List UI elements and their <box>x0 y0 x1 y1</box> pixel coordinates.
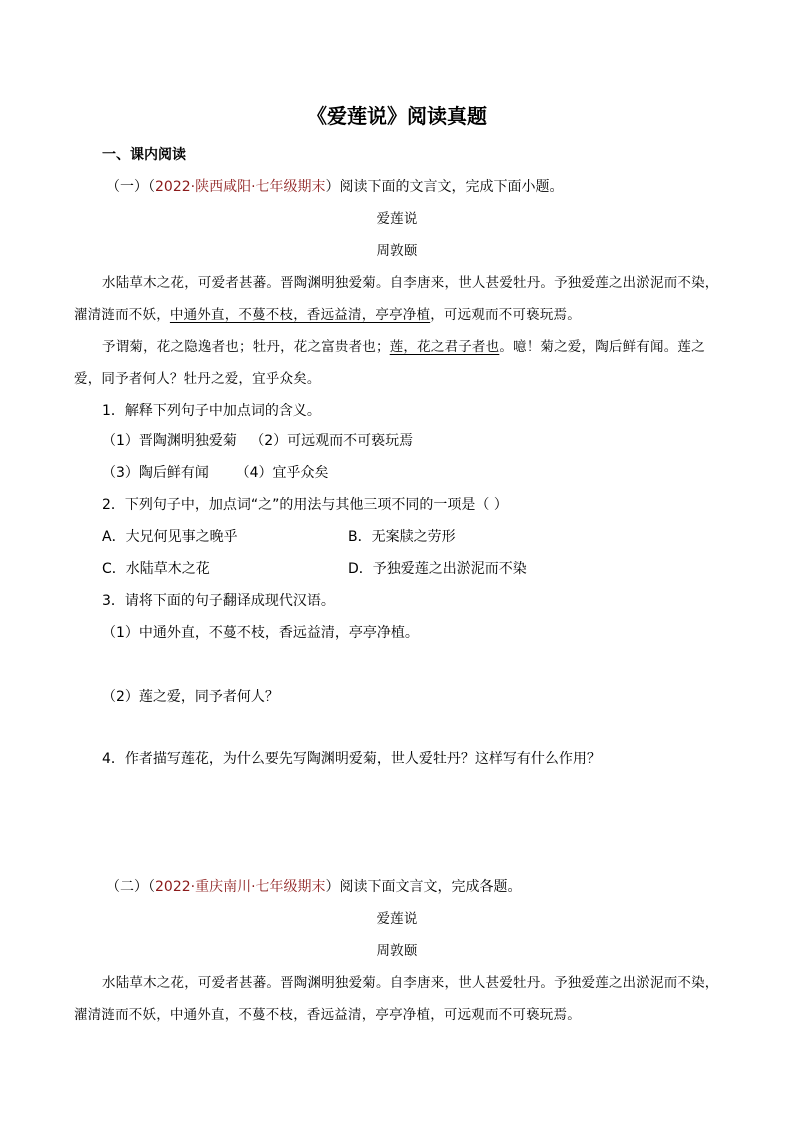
question-3-item-2: （2）莲之爱，同予者何人？ <box>102 689 279 705</box>
part1-prefix: （一）（ <box>106 179 155 195</box>
question-2-option-d: D．予独爱莲之出淤泥而不染 <box>348 561 527 577</box>
part1-para1-line2 <box>74 306 581 324</box>
part1-source-link[interactable]: 2022·陕西咸阳·七年级期末 <box>155 179 326 195</box>
question-2: 2．下列句子中，加点词“之”的用法与其他三项不同的一项是（ ） <box>102 497 508 513</box>
part1-para2-line1 <box>102 338 705 356</box>
question-2-option-c: C．水陆草木之花 <box>102 561 210 577</box>
part1-intro <box>106 178 564 196</box>
part1-underlined-phrase-2: 莲，花之君子者也 <box>389 339 500 355</box>
part1-para1-line2-b: ，可远观而不可亵玩焉。 <box>430 307 581 323</box>
question-3: 3．请将下面的句子翻译成现代汉语。 <box>102 593 335 609</box>
part2-source-link[interactable]: 2022·重庆南川·七年级期末 <box>155 879 326 895</box>
question-1-items-a: （1）晋陶渊明独爱菊 （2）可远观而不可亵玩焉 <box>102 433 414 449</box>
part2-para1-line1: 水陆草木之花，可爱者甚蕃。晋陶渊明独爱菊。自李唐来，世人甚爱牡丹。予独爱莲之出淤泥而不染， <box>102 975 719 991</box>
part1-underlined-phrase: 中通外直，不蔓不枝，香远益清，亭亭净植 <box>169 307 431 323</box>
part1-text-title: 爱莲说 <box>376 211 418 227</box>
page-title: 《爱莲说》阅读真题 <box>307 104 487 128</box>
question-3-item-1: （1）中通外直，不蔓不枝，香远益清，亭亭净植。 <box>102 625 419 641</box>
question-1: 1．解释下列句子中加点词的含义。 <box>102 403 321 419</box>
part1-para1-line2-a: 濯清涟而不妖， <box>74 307 170 323</box>
part1-suffix: ）阅读下面的文言文，完成下面小题。 <box>325 179 564 195</box>
part1-para2-line1-b: 。噫！菊之爱，陶后鲜有闻。莲之 <box>499 339 705 355</box>
question-1-items-b: （3）陶后鲜有闻 （4）宜乎众矣 <box>102 465 329 481</box>
part2-text-title: 爱莲说 <box>376 911 418 927</box>
part2-author: 周敦颐 <box>376 943 418 959</box>
part2-para1-line2: 濯清涟而不妖，中通外直，不蔓不枝，香远益清，亭亭净植，可远观而不可亵玩焉。 <box>74 1007 581 1023</box>
question-2-option-b: B．无案牍之劳形 <box>348 529 456 545</box>
part1-para1-line1: 水陆草木之花，可爱者甚蕃。晋陶渊明独爱菊。自李唐来，世人甚爱牡丹。予独爱莲之出淤泥而不染， <box>102 275 719 291</box>
part2-prefix: （二）（ <box>106 879 155 895</box>
part1-para2-line2: 爱，同予者何人？牡丹之爱，宜乎众矣。 <box>74 371 321 387</box>
part2-intro <box>106 878 522 896</box>
question-2-option-a: A．大兄何见事之晚乎 <box>102 529 238 545</box>
section-heading: 一、课内阅读 <box>102 147 186 163</box>
question-4: 4．作者描写莲花，为什么要先写陶渊明爱菊，世人爱牡丹？这样写有什么作用？ <box>102 751 601 767</box>
part2-suffix: ）阅读下面文言文，完成各题。 <box>325 879 522 895</box>
part1-para2-line1-a: 予谓菊，花之隐逸者也；牡丹，花之富贵者也； <box>102 339 390 355</box>
part1-author: 周敦颐 <box>376 243 418 259</box>
